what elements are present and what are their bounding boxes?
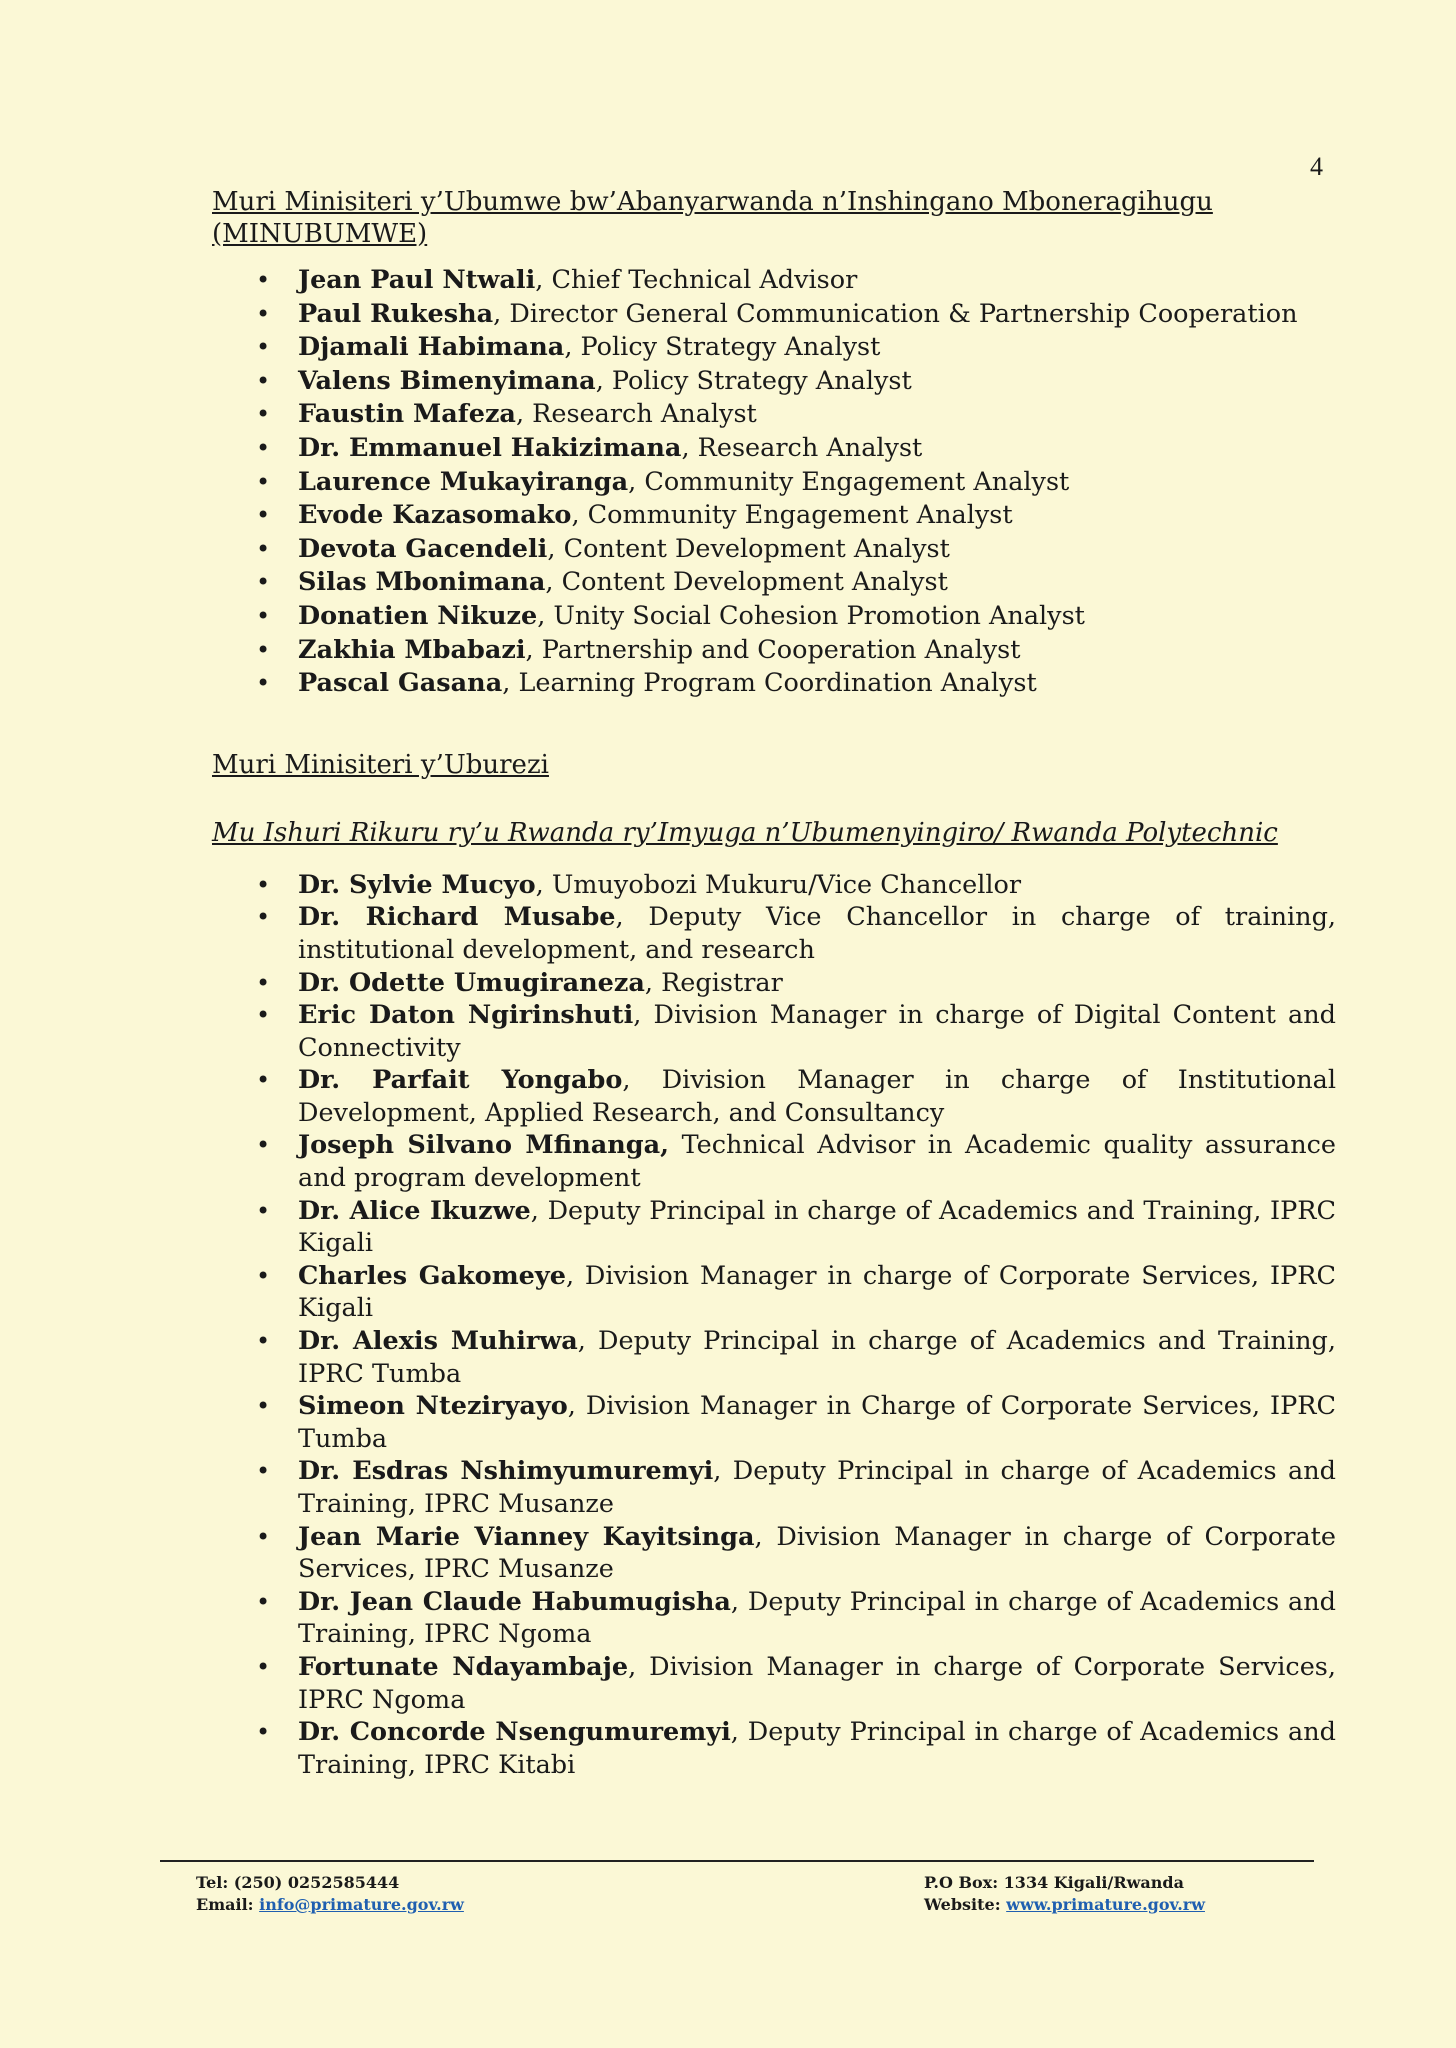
person-role: , Deputy Principal in charge of Academics and Training, IPRC Tumba <box>298 1326 1336 1389</box>
person-role: , Director General Communication & Partnership Cooperation <box>493 298 1298 329</box>
footer-divider <box>160 1860 1314 1862</box>
person-name: Eric Daton Ngirinshuti <box>298 1000 634 1031</box>
section-heading-minubumwe: Muri Minisiteri y’Ubumwe bw’Abanyarwanda n’Inshingano Mboneragihugu (MINUBUMWE) <box>212 187 1213 249</box>
list-item <box>212 1521 1336 1586</box>
person-name: Valens Bimenyimana <box>298 365 596 396</box>
person-role: , Unity Social Cohesion Promotion Analyst <box>537 600 1085 631</box>
person-role: , Division Manager in charge of Corporate Services, IPRC Kigali <box>298 1260 1336 1324</box>
list-item <box>212 365 1336 398</box>
list-item <box>212 1651 1336 1716</box>
person-role: , Division Manager in charge of Digital Content and Connectivity <box>298 1000 1336 1063</box>
list-item <box>212 1716 1336 1781</box>
person-name: Faustin Mafeza <box>298 399 516 430</box>
list-item <box>212 466 1336 499</box>
person-name: Zakhia Mbabazi <box>298 634 526 665</box>
person-name: Dr. Richard Musabe <box>298 902 616 933</box>
list-item <box>212 1129 1336 1194</box>
list-item <box>212 1586 1336 1651</box>
person-name: Donatien Nikuze <box>298 600 538 631</box>
list-item <box>212 432 1336 465</box>
person-role: , Content Development Analyst <box>545 567 948 598</box>
person-name: Pascal Gasana <box>298 668 503 699</box>
person-name: Simeon Nteziryayo <box>298 1391 568 1422</box>
list-item <box>212 967 1336 1000</box>
list-item <box>212 533 1336 566</box>
person-name: Dr. Emmanuel Hakizimana <box>298 432 682 463</box>
person-role: , Community Engagement Analyst <box>628 466 1070 497</box>
list-item <box>212 566 1336 599</box>
person-role: , Umuyobozi Mukuru/Vice Chancellor <box>535 869 1022 900</box>
minubumwe-staff-list <box>212 264 1336 700</box>
footer-website-label: Website: <box>924 1895 1007 1914</box>
list-item <box>212 298 1336 331</box>
person-role: , Policy Strategy Analyst <box>595 365 912 396</box>
person-name: Charles Gakomeye <box>298 1260 566 1291</box>
person-role: , Deputy Principal in charge of Academics and Training, IPRC Ngoma <box>298 1586 1336 1650</box>
person-name: Paul Rukesha <box>298 298 494 329</box>
person-role: , Deputy Vice Chancellor in charge of training, institutional development, and research <box>298 902 1336 965</box>
person-name: Joseph Silvano Mfinanga, <box>298 1130 670 1161</box>
person-name: Fortunate Ndayambaje <box>298 1651 629 1682</box>
person-name: Dr. Odette Umugiraneza <box>298 967 645 998</box>
person-name: Djamali Habimana <box>298 332 565 363</box>
footer-email-line <box>196 1894 464 1916</box>
person-role: , Research Analyst <box>515 399 757 430</box>
subheading-rwanda-polytechnic: Mu Ishuri Rikuru ry’u Rwanda ry’Imyuga n’Ubumenyingiro/ Rwanda Polytechnic <box>212 817 1278 848</box>
section-heading-uburezi: Muri Minisiteri y’Uburezi <box>212 749 549 780</box>
footer-website-link[interactable]: www.primature.gov.rw <box>1006 1895 1205 1914</box>
person-role: , Deputy Principal in charge of Academics and Training, IPRC Kitabi <box>298 1717 1336 1780</box>
person-name: Dr. Jean Claude Habumugisha <box>298 1586 731 1617</box>
list-item <box>212 634 1336 667</box>
footer-email-label: Email: <box>196 1895 260 1914</box>
person-name: Jean Marie Vianney Kayitsinga <box>298 1521 755 1552</box>
list-item <box>212 600 1336 633</box>
person-role: , Community Engagement Analyst <box>571 500 1013 531</box>
footer-tel: Tel: (250) 0252585444 <box>196 1873 400 1892</box>
list-item <box>212 1260 1336 1325</box>
footer-pobox: P.O Box: 1334 Kigali/Rwanda <box>924 1873 1184 1892</box>
footer-email-link[interactable]: info@primature.gov.rw <box>259 1895 464 1914</box>
person-role: , Policy Strategy Analyst <box>564 332 881 363</box>
person-role: , Deputy Principal in charge of Academics and Training, IPRC Kigali <box>298 1195 1336 1259</box>
list-item <box>212 398 1336 431</box>
list-item <box>212 1455 1336 1520</box>
list-item <box>212 1325 1336 1390</box>
person-name: Dr. Esdras Nshimyumuremyi <box>298 1456 714 1487</box>
person-role: , Learning Program Coordination Analyst <box>502 668 1037 699</box>
person-name: Evode Kazasomako <box>298 500 572 531</box>
person-role: , Partnership and Cooperation Analyst <box>525 634 1021 665</box>
list-item <box>212 667 1336 700</box>
list-item <box>212 264 1336 297</box>
person-name: Dr. Concorde Nsengumuremyi <box>298 1717 731 1748</box>
person-role: , Division Manager in Charge of Corporate Services, IPRC Tumba <box>298 1391 1337 1454</box>
person-role: , Content Development Analyst <box>547 533 950 564</box>
person-role: Technical Advisor in Academic quality assurance and program development <box>298 1130 1337 1194</box>
list-item <box>212 999 1336 1064</box>
person-name: Dr. Alexis Muhirwa <box>298 1326 578 1357</box>
person-role: , Research Analyst <box>681 432 923 463</box>
person-role: , Chief Technical Advisor <box>535 265 858 295</box>
person-role: , Division Manager in charge of Corporate Services, IPRC Ngoma <box>298 1651 1336 1715</box>
person-role: , Deputy Principal in charge of Academics and Training, IPRC Musanze <box>298 1456 1336 1519</box>
person-name: Dr. Parfait Yongabo <box>298 1065 623 1096</box>
person-name: Devota Gacendeli <box>298 533 548 564</box>
person-name: Jean Paul Ntwali <box>298 265 536 295</box>
list-item <box>212 869 1336 902</box>
list-item <box>212 901 1336 966</box>
list-item <box>212 499 1336 532</box>
person-name: Dr. Sylvie Mucyo <box>298 869 536 900</box>
footer-website-line <box>924 1894 1205 1916</box>
document-body <box>212 186 1336 1781</box>
person-name: Dr. Alice Ikuzwe <box>298 1195 531 1226</box>
list-item <box>212 1064 1336 1129</box>
list-item <box>212 331 1336 364</box>
list-item <box>212 1195 1336 1260</box>
list-item <box>212 1390 1336 1455</box>
person-role: , Division Manager in charge of Institutional Development, Applied Research, and Consultancy <box>298 1065 1336 1128</box>
person-role: , Registrar <box>644 967 783 998</box>
person-name: Silas Mbonimana <box>298 567 546 598</box>
person-role: , Division Manager in charge of Corporate Services, IPRC Musanze <box>298 1521 1336 1585</box>
rwanda-polytechnic-staff-list <box>212 869 1336 1782</box>
person-name: Laurence Mukayiranga <box>298 466 629 497</box>
page-number: 4 <box>1310 152 1323 181</box>
